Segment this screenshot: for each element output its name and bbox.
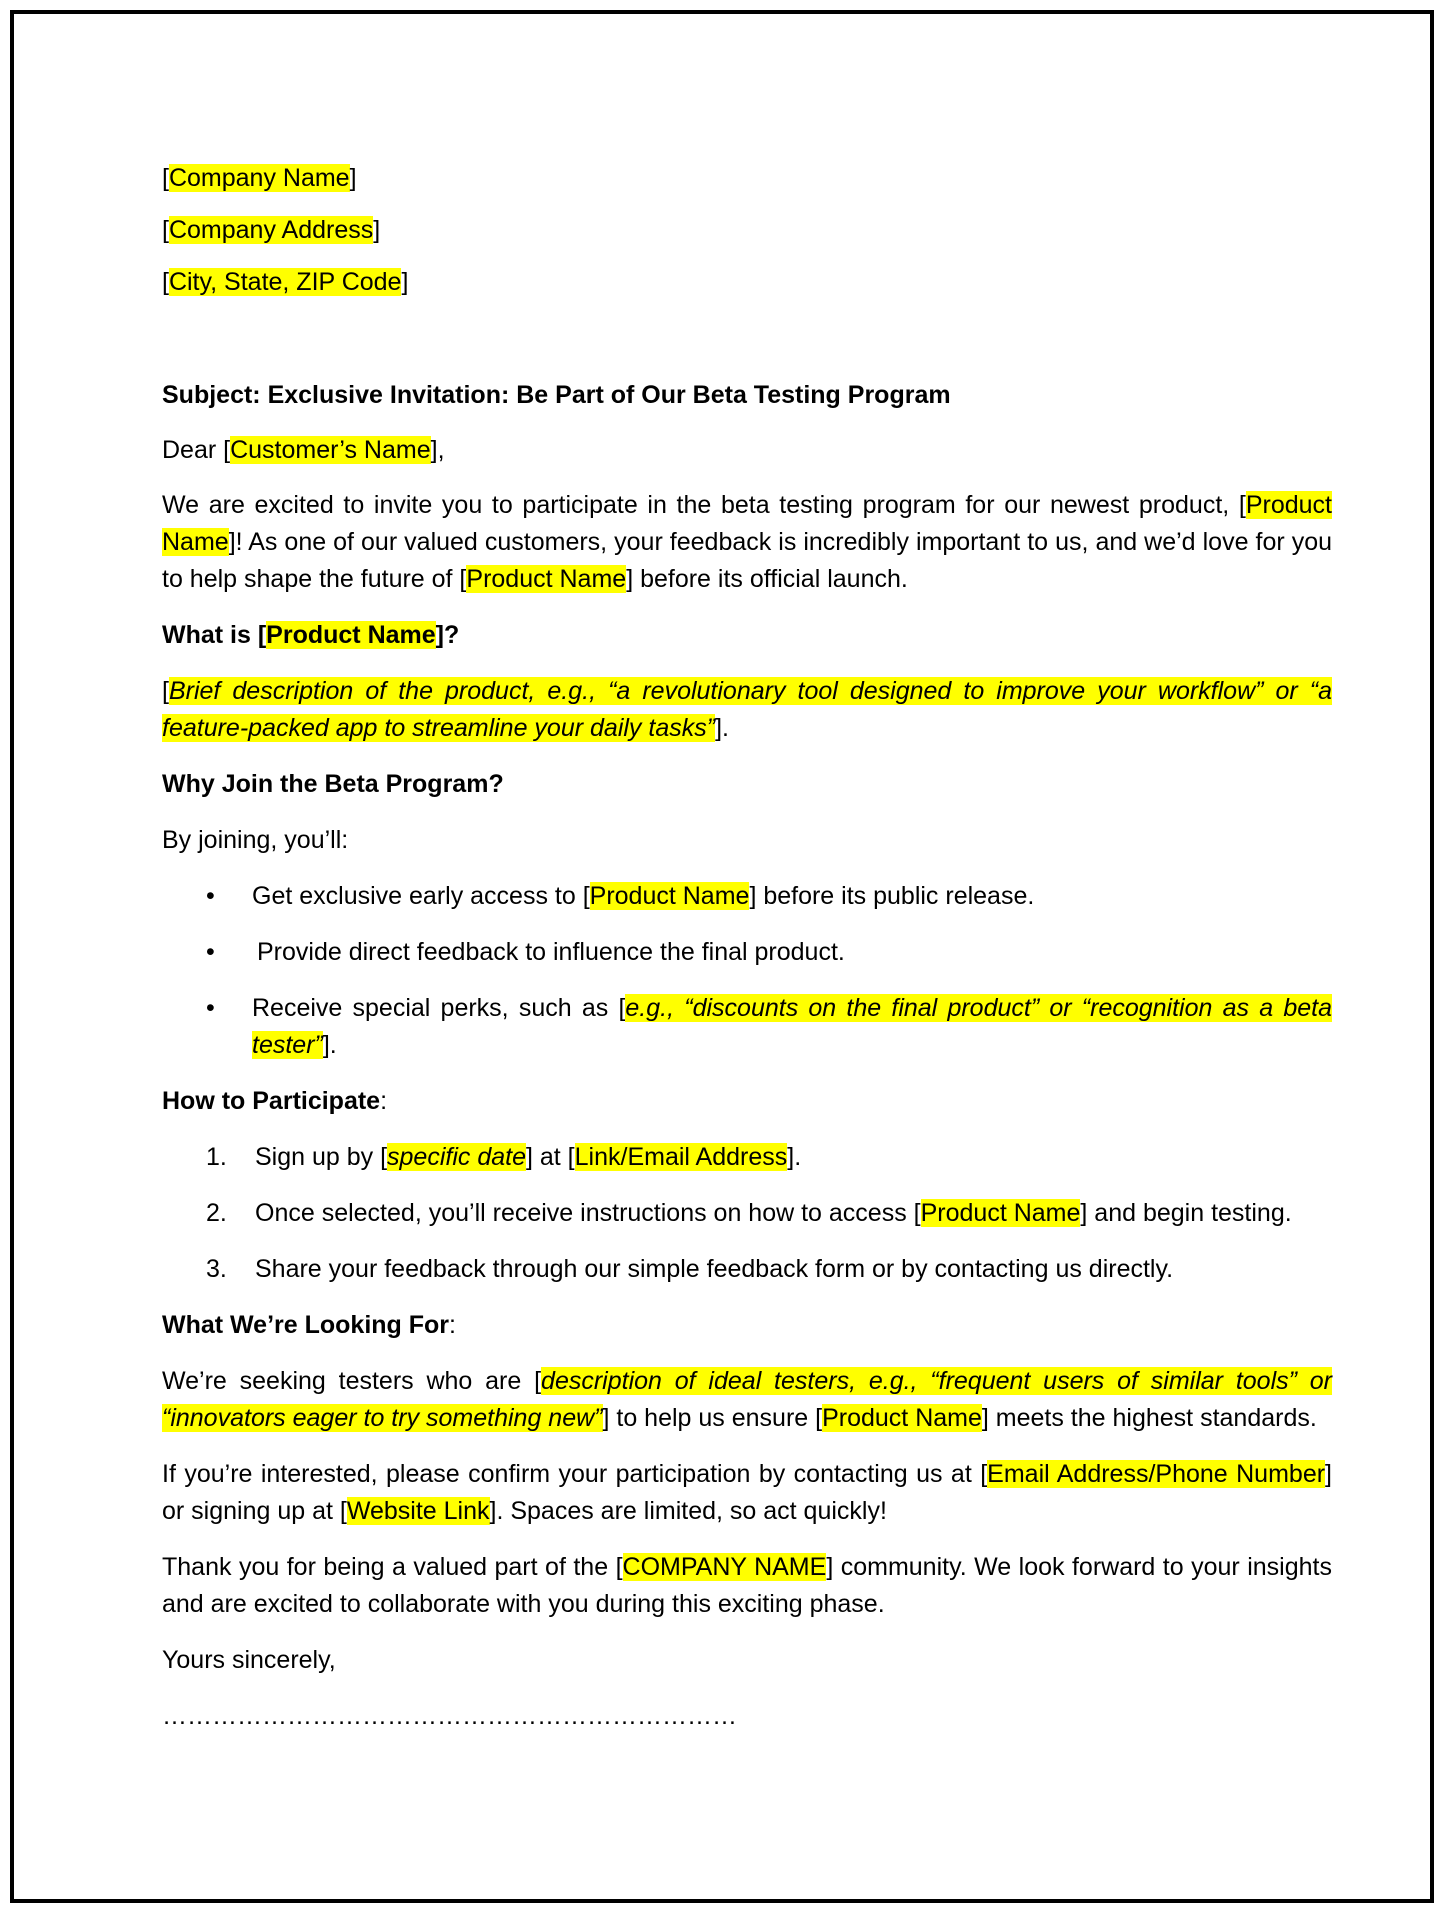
letter-body: [162, 160, 1332, 1735]
how-to-colon: :: [380, 1087, 388, 1115]
looking-for-text-2: ] to help us ensure [: [602, 1404, 823, 1432]
confirm-text-2: ] or signing up at [: [162, 1460, 1332, 1525]
desc-close-bracket: ].: [715, 714, 729, 742]
city-state-zip-line: [City, State, ZIP Code]: [162, 268, 409, 296]
company-name-upper-placeholder: COMPANY NAME: [622, 1553, 827, 1581]
thanks-text-1: Thank you for being a valued part of the [: [162, 1553, 623, 1581]
why-join-lead: By joining, you’ll:: [162, 826, 349, 854]
salutation: [162, 432, 1332, 469]
company-address-line: [Company Address]: [162, 216, 381, 244]
how-to-heading-text: How to Participate: [162, 1087, 381, 1115]
confirm-paragraph: [162, 1456, 1332, 1530]
benefit-3-text: Receive special perks, such as [: [252, 994, 626, 1022]
step-number: 1.: [206, 1143, 227, 1171]
product-name-placeholder: Product Name: [589, 882, 750, 910]
company-name-line: [Company Name]: [162, 164, 357, 192]
looking-for-colon: :: [449, 1311, 456, 1339]
document-page: [10, 10, 1434, 1903]
looking-for-heading: [162, 1307, 1332, 1344]
benefit-1-text: Get exclusive early access to [: [252, 882, 590, 910]
step-1-tail: ].: [787, 1143, 802, 1171]
signature-line: ……………………………………………………………: [162, 1702, 737, 1730]
looking-for-text-1: We’re seeking testers who are [: [162, 1367, 542, 1395]
company-name-placeholder: Company Name: [168, 164, 350, 192]
specific-date-placeholder: specific date: [387, 1143, 526, 1171]
closing: Yours sincerely,: [162, 1646, 336, 1674]
benefits-list: [162, 878, 1332, 1064]
step-1-mid: ] at [: [526, 1143, 575, 1171]
company-address-placeholder: Company Address: [168, 216, 374, 244]
perks-placeholder: e.g., “discounts on the final product” or “recognition as a beta tester”: [252, 994, 1332, 1059]
step-1-text: Sign up by [: [255, 1143, 388, 1171]
list-item: [162, 934, 1332, 971]
what-is-prefix: What is [: [162, 621, 267, 649]
what-is-heading: [162, 617, 1332, 654]
product-name-placeholder: Product Name: [266, 621, 436, 649]
looking-for-paragraph: [162, 1363, 1332, 1437]
desc-open-bracket: [: [162, 677, 169, 705]
ideal-testers-placeholder: description of ideal testers, e.g., “frequent users of similar tools” or “innovators eager to try something new”: [162, 1367, 1332, 1432]
list-item: [162, 990, 1332, 1064]
list-item: [162, 1139, 1332, 1176]
link-email-placeholder: Link/Email Address: [574, 1143, 788, 1171]
confirm-text-1: If you’re interested, please confirm your participation by contacting us at [: [162, 1460, 988, 1488]
step-number: 3.: [206, 1255, 227, 1283]
product-name-placeholder: Product Name: [466, 565, 627, 593]
step-2-tail: ] and begin testing.: [1080, 1199, 1292, 1227]
product-description-placeholder: Brief description of the product, e.g., “a revolutionary tool designed to improve your workflow” or “a feature-packed app to streamline your daily tasks”: [162, 677, 1332, 742]
product-description-paragraph: [162, 673, 1332, 747]
list-item: [162, 1195, 1332, 1232]
customer-name-placeholder: Customer’s Name: [230, 436, 431, 464]
list-item: [162, 878, 1332, 915]
subject-line: Subject: Exclusive Invitation: Be Part of Our Beta Testing Program: [162, 381, 951, 409]
step-3-text: Share your feedback through our simple feedback form or by contacting us directly.: [255, 1255, 1174, 1283]
looking-for-text-3: ] meets the highest standards.: [981, 1404, 1317, 1432]
intro-text-2: ]! As one of our valued customers, your feedback is incredibly important to us, and we’d love for you to help shape the future of [: [162, 528, 1332, 593]
step-2-text: Once selected, you’ll receive instructions on how to access [: [255, 1199, 921, 1227]
looking-for-heading-text: What We’re Looking For: [162, 1311, 450, 1339]
email-phone-placeholder: Email Address/Phone Number: [987, 1460, 1326, 1488]
why-join-heading: Why Join the Beta Program?: [162, 770, 504, 798]
what-is-suffix: ]?: [435, 621, 460, 649]
intro-paragraph: [162, 487, 1332, 598]
bullet-icon: •: [206, 994, 215, 1022]
salutation-prefix: Dear [: [162, 436, 231, 464]
product-name-placeholder: Product Name: [920, 1199, 1081, 1227]
product-name-placeholder: Product Name: [162, 491, 1332, 556]
list-item: [162, 1251, 1332, 1288]
benefit-2-text: Provide direct feedback to influence the final product.: [257, 938, 845, 966]
benefit-1-tail: ] before its public release.: [749, 882, 1035, 910]
thanks-text-2: ] community. We look forward to your insights and are excited to collaborate with you during this exciting phase.: [162, 1553, 1332, 1618]
confirm-text-3: ]. Spaces are limited, so act quickly!: [489, 1497, 887, 1525]
intro-text-1: We are excited to invite you to participate in the beta testing program for our newest product, [: [162, 491, 1246, 519]
intro-text-3: ] before its official launch.: [626, 565, 908, 593]
product-name-placeholder: Product Name: [822, 1404, 982, 1432]
website-link-placeholder: Website Link: [346, 1497, 490, 1525]
thanks-paragraph: [162, 1549, 1332, 1623]
benefit-3-tail: ].: [322, 1031, 337, 1059]
salutation-suffix: ],: [430, 436, 445, 464]
how-to-heading: [162, 1083, 1332, 1120]
steps-list: [162, 1139, 1332, 1288]
bullet-icon: •: [206, 882, 215, 910]
bullet-icon: •: [206, 938, 215, 966]
city-state-zip-placeholder: City, State, ZIP Code: [168, 268, 402, 296]
step-number: 2.: [206, 1199, 227, 1227]
